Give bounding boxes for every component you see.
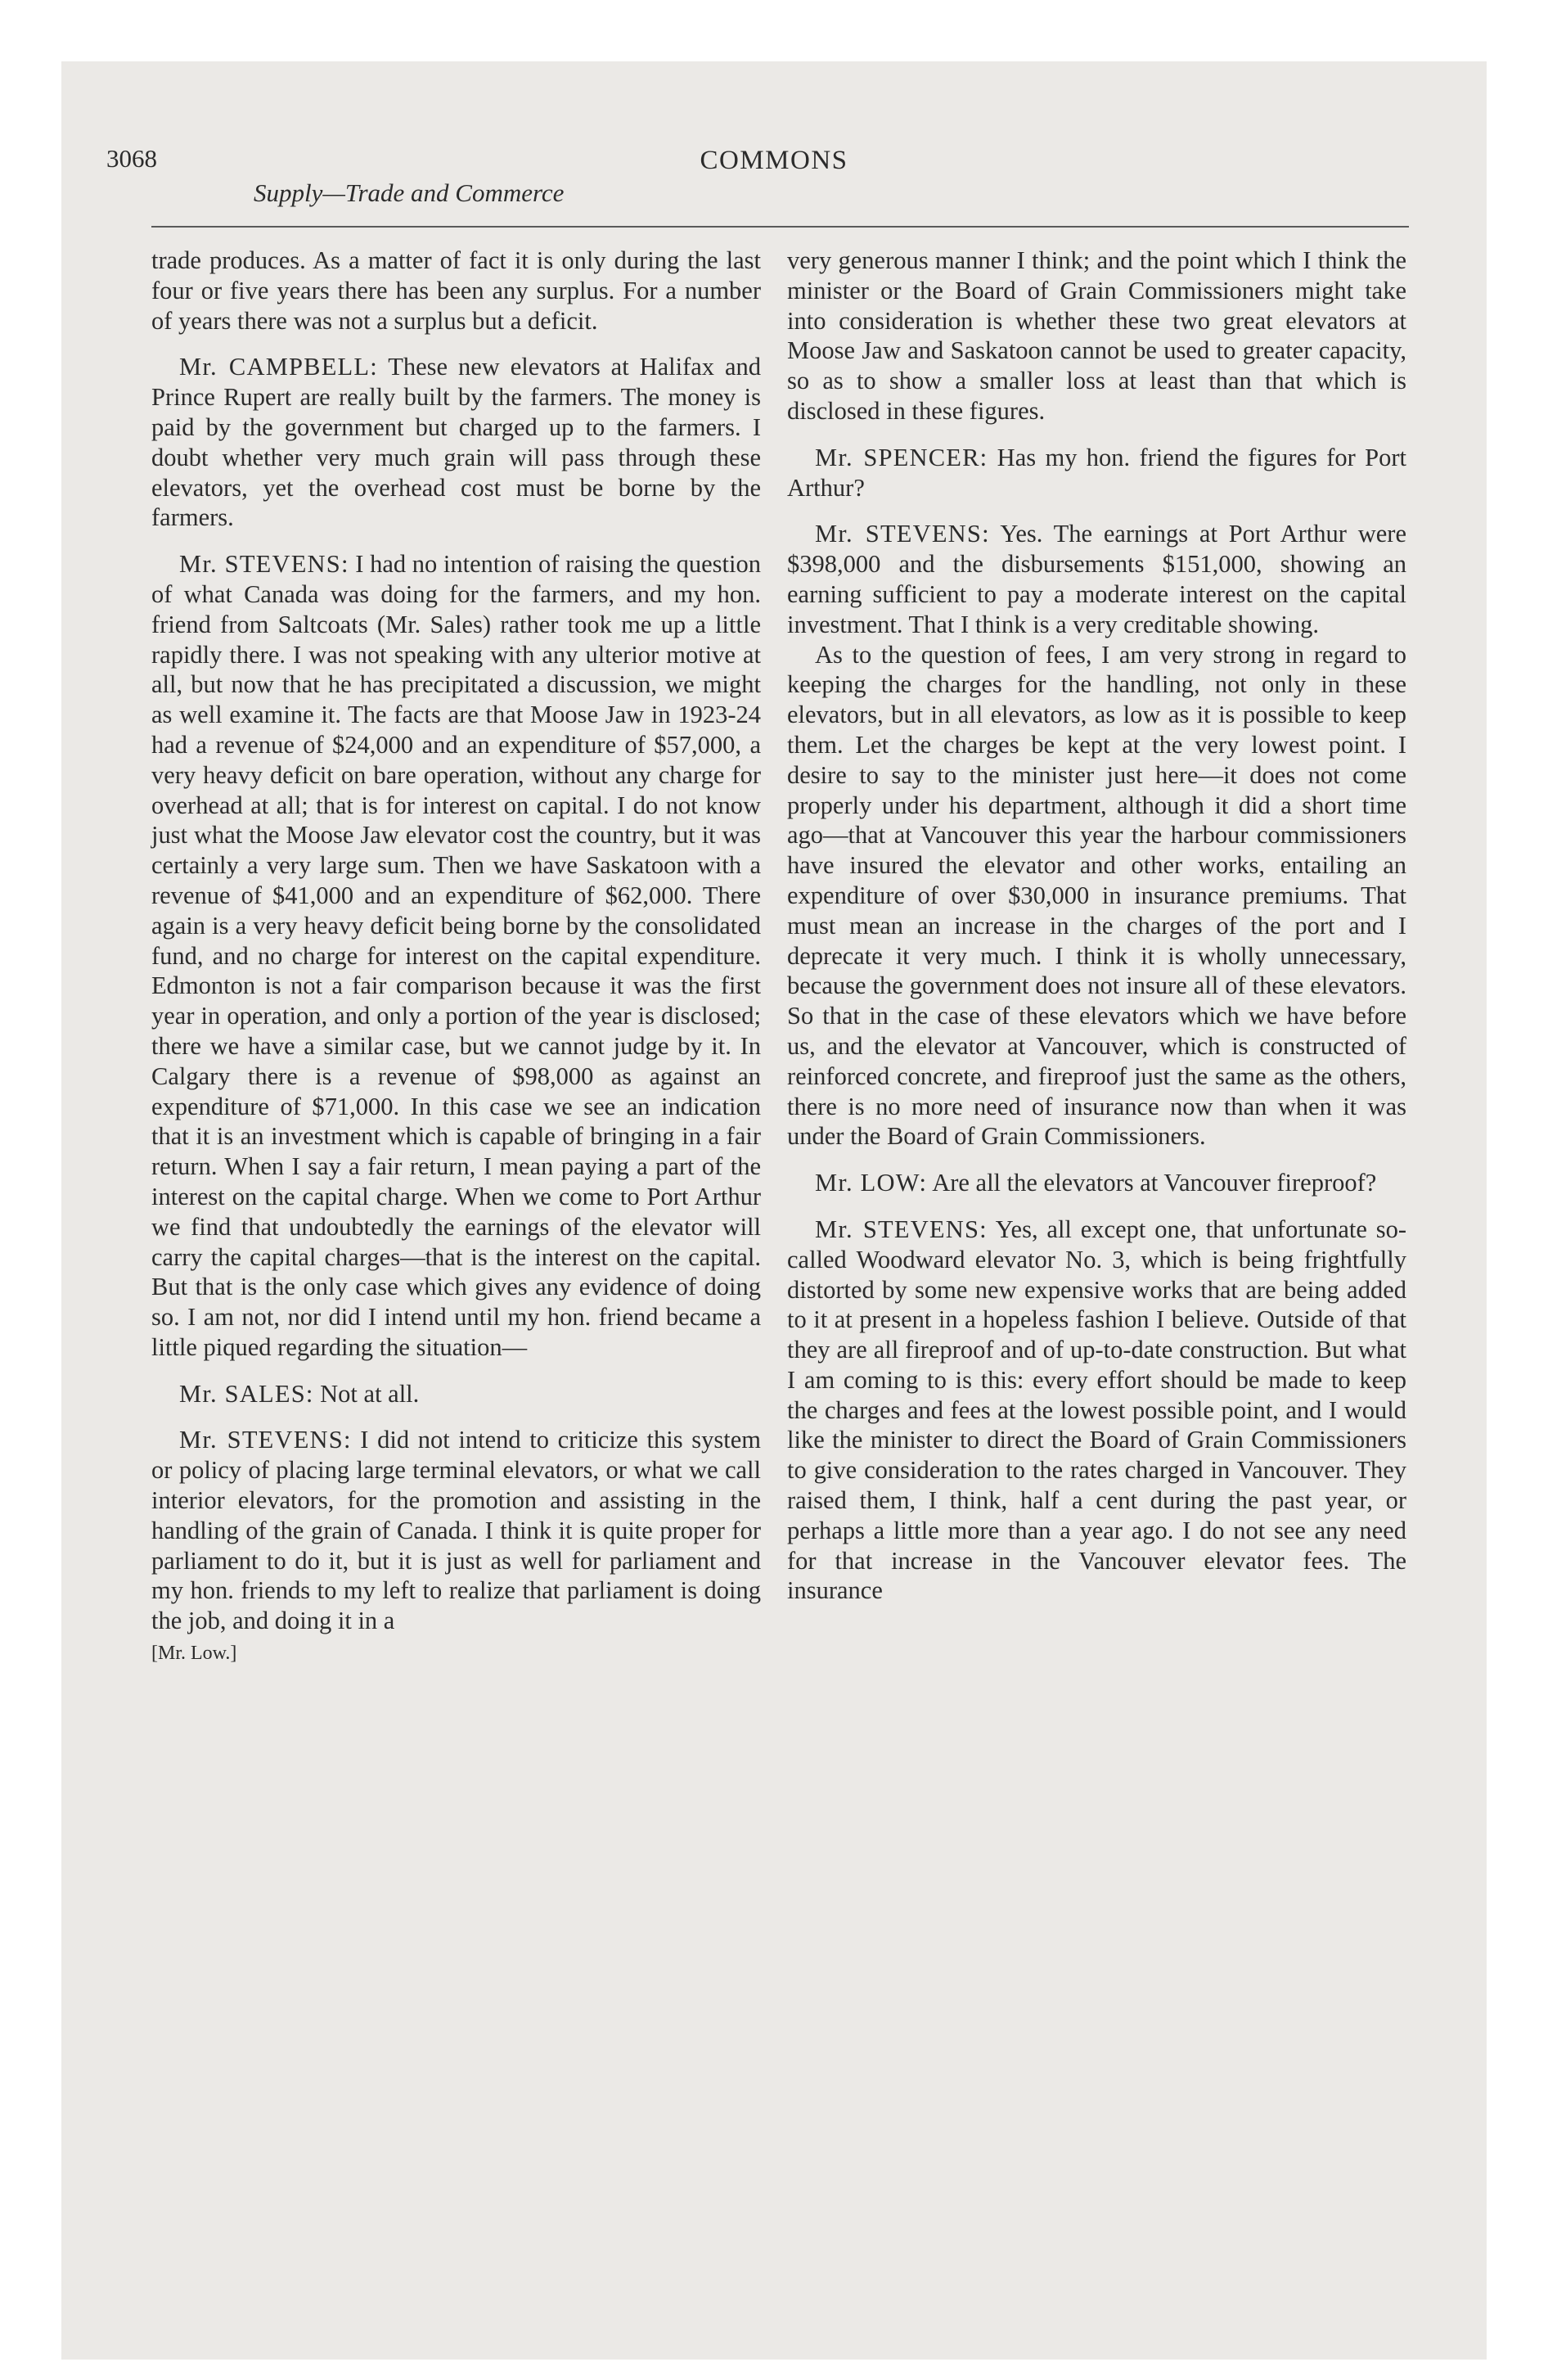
paragraph	[151, 1425, 761, 1636]
paragraph-text: Has my hon. friend the figures for Port Arthur?	[787, 443, 1406, 502]
paragraph-text: trade produces. As a matter of fact it is only during the last four or five years there has been any surplus. For a number of years there was not a surplus but a deficit.	[151, 246, 761, 335]
speaker-name: Mr. SPENCER:	[815, 443, 988, 471]
paragraph	[151, 246, 761, 336]
paragraph-text: I had no intention of raising the question of what Canada was doing for the farmers, and my hon. friend from Saltcoats (Mr. Sales) rather took me up a little rapidly there. I was not speaking with any ulterior motive at all, but now that he has precipitated a discussion, we might as well examine it. The facts are that Moose Jaw in 1923-24 had a revenue of $24,000 and an expenditure of $57,000, a very heavy deficit on bare operation, without any charge for overhead at all; that is for interest on capital. I do not know just what the Moose Jaw elevator cost the country, but it was certainly a very large sum. Then we have Saskatoon with a revenue of $41,000 and an expenditure of $62,000. There again is a very heavy deficit being borne by the consolidated fund, and no charge for interest on the capital expenditure. Edmonton is not a fair comparison because it was the first year in operation, and only a portion of the year is disclosed; there we have a similar case, but we cannot judge by it. In Calgary there is a revenue of $98,000 as against an expenditure of $71,000. In this case we see an indication that it is an investment which is capable of bringing in a fair return. When I say a fair return, I mean paying a part of the interest on the capital charge. When we come to Port Arthur we find that undoubtedly the earnings of the elevator will carry the capital charges—that is the interest on the capital. But that is the only case which gives any evidence of doing so. I am not, nor did I intend until my hon. friend became a little piqued regarding the situation—	[151, 550, 761, 1361]
paragraph-text: These new elevators at Halifax and Prince Rupert are really built by the farmers. The money is paid by the government but charged up to the farmers. I doubt whether very much grain will pass through these elevators, yet the overhead cost must be borne by the farmers.	[151, 353, 761, 532]
paragraph-text: Are all the elevators at Vancouver fireproof?	[932, 1169, 1377, 1197]
paragraph-text: Not at all.	[320, 1379, 420, 1408]
header-rule	[151, 226, 1409, 228]
speaker-name: Mr. SALES:	[179, 1379, 314, 1408]
paragraph-text: Yes, all except one, that unfortunate so-called Woodward elevator No. 3, which is being frightfully distorted by some new expensive works that are being added to it at present in a hopeless fashion I believe. Outside of that they are all fireproof and of up-to-date construction. But what I am coming to is this: every effort should be made to keep the charges and fees at the lowest possible point, and I would like the minister to direct the Board of Grain Commissioners to give consideration to the rates charged in Vancouver. They raised them, I think, half a cent during the past year, or perhaps a little more than a year ago. I do not see any need for that increase in the Vancouver elevator fees. The insurance	[787, 1215, 1407, 1605]
paragraph	[151, 1379, 761, 1409]
paragraph	[151, 549, 761, 1363]
paragraph	[787, 519, 1406, 639]
speaker-name: Mr. STEVENS:	[179, 550, 349, 579]
left-column	[151, 246, 761, 1666]
speaker-name: Mr. STEVENS:	[815, 520, 990, 548]
speaker-name: Mr. CAMPBELL:	[179, 353, 378, 381]
paragraph	[787, 443, 1406, 503]
paragraph-text: As to the question of fees, I am very strong in regard to keeping the charges for the handling, not only in these elevators, but in all elevators, as low as it is possible to keep them. Let the charges be kept at the very lowest point. I desire to say to the minister just here—it does not come properly under his department, although it did a short time ago—that at Vancouver this year the harbour commissioners have insured the elevator and other works, entailing an expenditure of over $30,000 in insurance premiums. That must mean an increase in the charges of the port and I deprecate it very much. I think it is wholly unnecessary, because the government does not insure all of these elevators. So that in the case of these elevators which we have before us, and the elevator at Vancouver, which is constructed of reinforced concrete, and fireproof just the same as the others, there is no more need of insurance now than when it was under the Board of Grain Commissioners.	[787, 640, 1406, 1151]
paragraph-text: I did not intend to criticize this system or policy of placing large terminal elevators, or what we call interior elevators, for the promotion and assisting in the handling of the grain of Canada. I think it is quite proper for parliament to do it, but it is just as well for parliament and my hon. friends to my left to realize that parliament is doing the job, and doing it in a	[151, 1426, 761, 1635]
paragraph	[151, 352, 761, 533]
section-title: COMMONS	[700, 146, 848, 175]
paragraph	[787, 1215, 1406, 1606]
speaker-name: Mr. STEVENS:	[815, 1215, 988, 1243]
right-column	[787, 246, 1406, 1606]
speaker-name: Mr. LOW:	[815, 1169, 928, 1197]
paragraph	[787, 1168, 1406, 1198]
speaker-name: Mr. STEVENS:	[179, 1426, 352, 1454]
running-head: Supply—Trade and Commerce	[254, 178, 565, 207]
paragraph-text: Yes. The earnings at Port Arthur were $398,000 and the disbursements $151,000, showing an earning sufficient to pay a moderate interest on the capital investment. That I think is a very creditable showing.	[787, 520, 1406, 638]
paragraph	[787, 246, 1406, 426]
paragraph-text: very generous manner I think; and the point which I think the minister or the Board of Grain Commissioners might take into consideration is whether these two great elevators at Moose Jaw and Saskatoon cannot be used to greater capacity, so as to show a smaller loss at least than that which is disclosed in these figures.	[787, 246, 1406, 425]
paragraph	[787, 640, 1406, 1152]
footer-note: [Mr. Low.]	[151, 1643, 237, 1665]
page-number: 3068	[106, 144, 157, 173]
